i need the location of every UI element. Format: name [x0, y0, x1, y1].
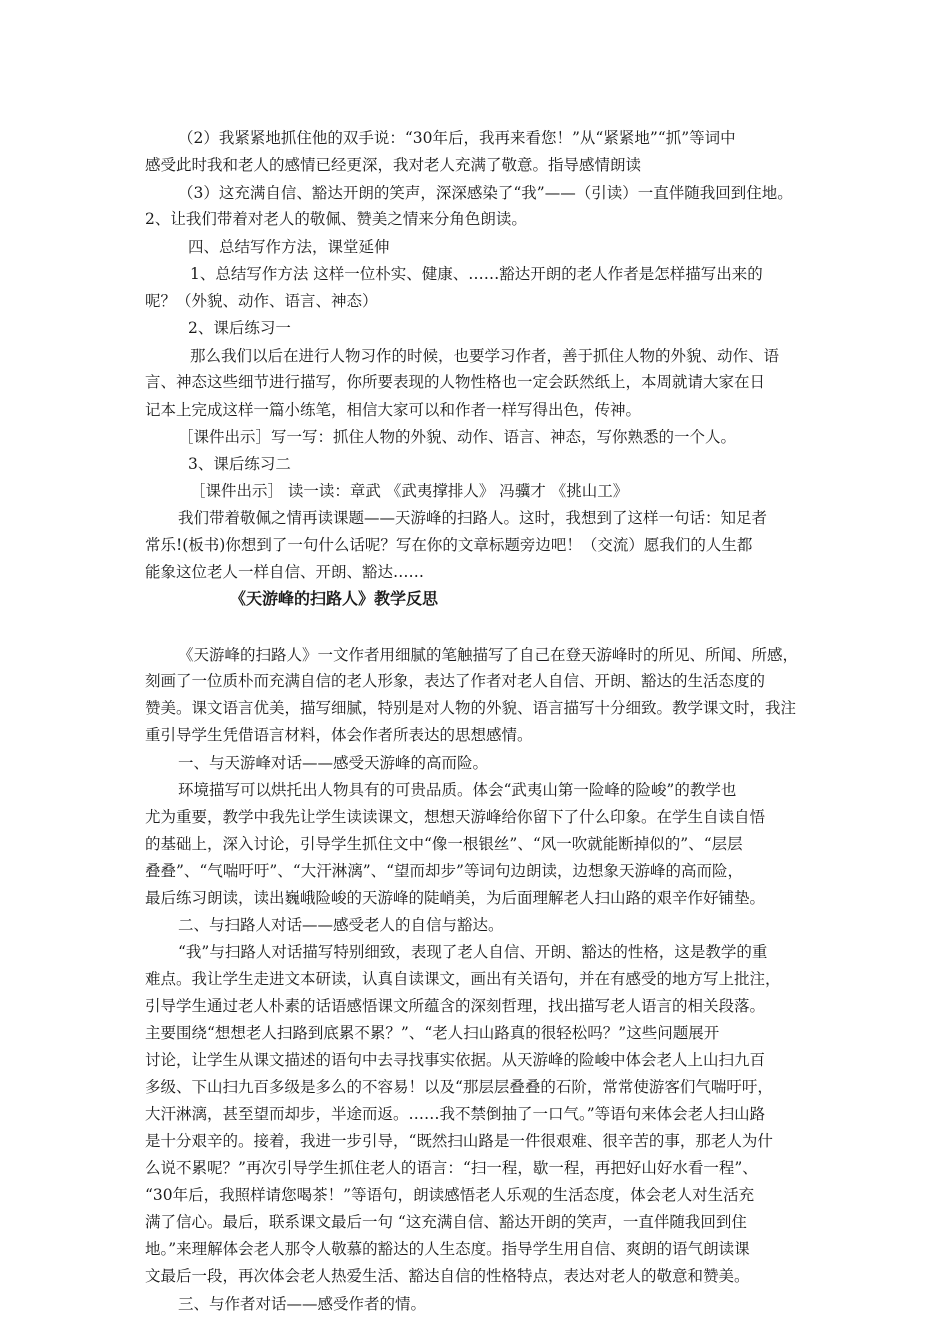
subheading: 3、课后练习二 [188, 455, 291, 473]
text-line: 大汗淋漓，甚至望而却步，半途而返。……我不禁倒抽了一口气。”等语句来体会老人扫山路 [145, 1105, 766, 1123]
text-line: （3）这充满自信、豁达开朗的笑声，深深感染了“我”——（引读）一直伴随我回到住地。 [178, 184, 793, 202]
section-heading: 二、与扫路人对话——感受老人的自信与豁达。 [178, 916, 504, 934]
text-line: 的基础上，深入讨论，引导学生抓住文中“像一根银丝”、“风一吹就能断掉似的”、“层层 [145, 835, 743, 853]
text-line: 《天游峰的扫路人》一文作者用细腻的笔触描写了自己在登天游峰时的所见、所闻、所感， [178, 646, 799, 664]
subheading: 2、课后练习一 [188, 319, 291, 337]
text-line: 最后练习朗读，读出巍峨险峻的天游峰的陡峭美，为后面理解老人扫山路的艰辛作好铺垫。 [145, 889, 766, 907]
text-line: 赞美。课文语言优美，描写细腻，特别是对人物的外貌、语言描写十分细致。教学课文时，我注 [145, 699, 797, 717]
text-line: ［课件出示］写一写：抓住人物的外貌、动作、语言、神态，写你熟悉的一个人。 [178, 428, 737, 446]
text-line: “30年后，我照样请您喝茶！”等语句，朗读感悟老人乐观的生活态度，体会老人对生活充 [145, 1186, 755, 1204]
text-line: 叠叠”、“气喘吁吁”、“大汗淋漓”、“望而却步”等词句边朗读，边想象天游峰的高而险， [145, 862, 743, 880]
text-line: 引导学生通过老人朴素的话语感悟课文所蕴含的深刻哲理，找出描写老人语言的相关段落。 [145, 997, 766, 1015]
text-line: 主要围绕“想想老人扫路到底累不累？”、“老人扫山路真的很轻松吗？”这些问题展开 [145, 1024, 720, 1042]
text-line: 那么我们以后在进行人物习作的时候，也要学习作者，善于抓住人物的外貌、动作、语 [190, 347, 780, 365]
reflection-title: 《天游峰的扫路人》教学反思 [230, 589, 439, 608]
text-line: 难点。我让学生走进文本研读，认真自读课文，画出有关语句，并在有感受的地方写上批注， [145, 970, 781, 988]
text-line: 文最后一段，再次体会老人热爱生活、豁达自信的性格特点，表达对老人的敬意和赞美。 [145, 1267, 750, 1285]
text-line: 1、总结写作方法 这样一位朴实、健康、……豁达开朗的老人作者是怎样描写出来的 [190, 265, 763, 283]
text-line: 么说不累呢？”再次引导学生抓住老人的语言：“扫一程，歇一程，再把好山好水看一程”、 [145, 1159, 758, 1177]
text-line: 能象这位老人一样自信、开朗、豁达…… [145, 563, 425, 581]
section-heading: 四、总结写作方法，课堂延伸 [188, 238, 390, 256]
text-line: “我”与扫路人对话描写特别细致，表现了老人自信、开朗、豁达的性格，这是教学的重 [178, 943, 768, 961]
text-line: 感受此时我和老人的感情已经更深，我对老人充满了敬意。指导感情朗读 [145, 156, 642, 174]
text-line: 地。”来理解体会老人那令人敬慕的豁达的人生态度。指导学生用自信、爽朗的语气朗读课 [145, 1240, 750, 1258]
text-line: 常乐!(板书)你想到了一句什么话呢？写在你的文章标题旁边吧！（交流）愿我们的人生都 [145, 536, 753, 554]
text-line: 重引导学生凭借语言材料，体会作者所表达的思想感情。 [145, 726, 533, 744]
text-line: 记本上完成这样一篇小练笔，相信大家可以和作者一样写得出色，传神。 [145, 401, 642, 419]
section-heading: 三、与作者对话——感受作者的情。 [178, 1295, 427, 1313]
text-line: （2）我紧紧地抓住他的双手说：“30年后，我再来看您！”从“紧紧地”“抓”等词中 [178, 129, 736, 147]
text-line: 尤为重要，教学中我先让学生读读课文，想想天游峰给你留下了什么印象。在学生自读自悟 [145, 808, 766, 826]
text-line: 刻画了一位质朴而充满自信的老人形象，表达了作者对老人自信、开朗、豁达的生活态度的 [145, 672, 766, 690]
section-heading: 一、与天游峰对话——感受天游峰的高而险。 [178, 754, 489, 772]
text-line: 满了信心。最后，联系课文最后一句 “这充满自信、豁达开朗的笑声，一直伴随我回到住 [145, 1213, 747, 1231]
text-line: 2、让我们带着对老人的敬佩、赞美之情来分角色朗读。 [145, 210, 527, 228]
text-line: 呢？（外貌、动作、语言、神态） [145, 292, 378, 310]
text-line: 言、神态这些细节进行描写，你所要表现的人物性格也一定会跃然纸上，本周就请大家在日 [145, 373, 766, 391]
text-line: 讨论，让学生从课文描述的语句中去寻找事实依据。从天游峰的险峻中体会老人上山扫九百 [145, 1051, 766, 1069]
text-line: ［课件出示］ 读一读：章武 《武夷撑排人》 冯骥才 《挑山工》 [190, 482, 629, 500]
text-line: 是十分艰辛的。接着，我进一步引导，“既然扫山路是一件很艰难、很辛苦的事，那老人为什 [145, 1132, 773, 1150]
text-line: 我们带着敬佩之情再读课题——天游峰的扫路人。这时，我想到了这样一句话：知足者 [178, 509, 768, 527]
text-line: 多级、下山扫九百多级是多么的不容易！以及“那层层叠叠的石阶，常常使游客们气喘吁吁， [145, 1078, 773, 1096]
text-line: 环境描写可以烘托出人物具有的可贵品质。体会“武夷山第一险峰的险峻”的教学也 [178, 781, 737, 799]
